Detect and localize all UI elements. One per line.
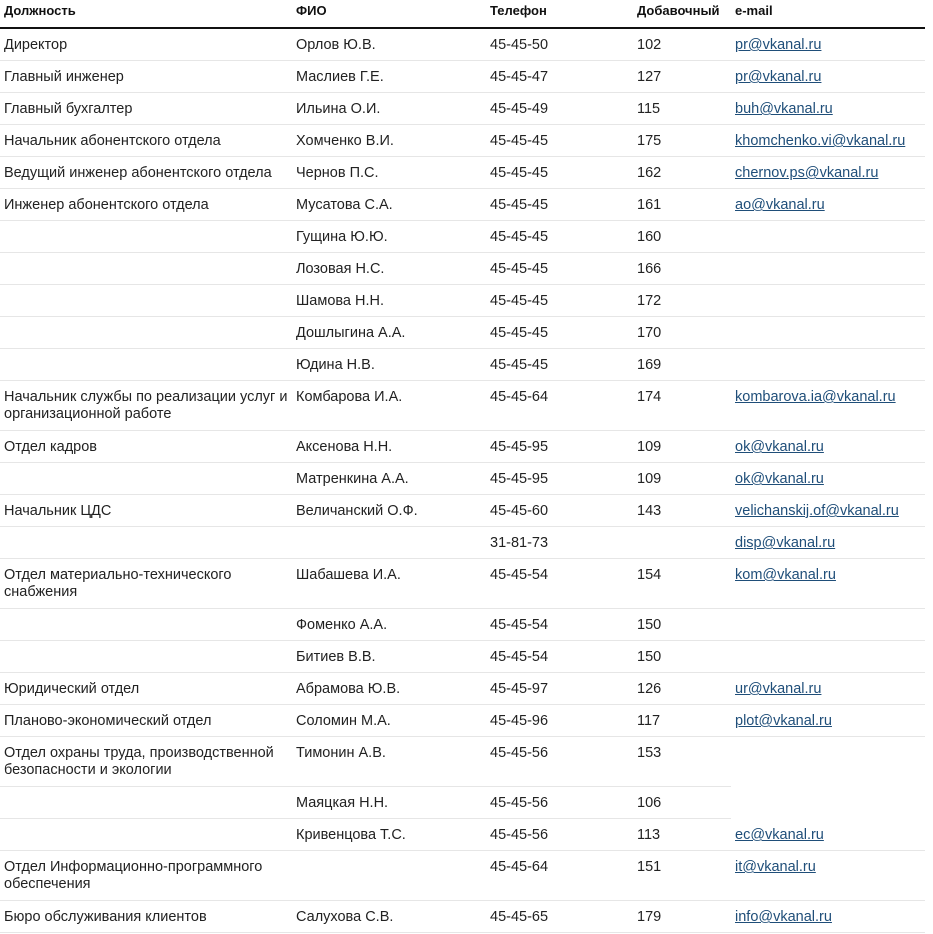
position-cell: Планово-экономический отдел	[0, 705, 292, 737]
ext-cell: 143	[633, 495, 731, 527]
phone-cell: 45-45-56	[486, 787, 633, 819]
name-cell: Битиев В.В.	[292, 641, 486, 673]
email-link[interactable]: disp@vkanal.ru	[735, 535, 836, 551]
position-cell: Главный инженер	[0, 61, 292, 93]
table-header	[0, 0, 925, 28]
header-name: ФИО	[292, 0, 486, 28]
ext-cell: 161	[633, 189, 731, 221]
table-row	[0, 609, 925, 641]
ext-cell: 154	[633, 559, 731, 609]
email-link[interactable]: ok@vkanal.ru	[735, 439, 824, 455]
header-email: e-mail	[731, 0, 925, 28]
name-cell: Комбарова И.А.	[292, 381, 486, 431]
email-link[interactable]: kombarova.ia@vkanal.ru	[735, 389, 896, 405]
table-row	[0, 157, 925, 189]
ext-cell: 166	[633, 253, 731, 285]
email-link[interactable]: kom@vkanal.ru	[735, 567, 836, 583]
phone-cell: 45-45-45	[486, 189, 633, 221]
position-cell: Отдел материально-технического снабжения	[0, 559, 292, 609]
email-cell	[731, 349, 925, 381]
table-row	[0, 901, 925, 933]
ext-cell: 162	[633, 157, 731, 189]
table-row	[0, 527, 925, 559]
ext-cell: 153	[633, 737, 731, 787]
ext-cell: 109	[633, 431, 731, 463]
phone-cell: 45-45-45	[486, 285, 633, 317]
name-cell: Фоменко А.А.	[292, 609, 486, 641]
position-cell: Начальник абонентского отдела	[0, 125, 292, 157]
position-cell	[0, 317, 292, 349]
ext-cell: 102	[633, 28, 731, 61]
phone-cell: 45-45-49	[486, 93, 633, 125]
table-row	[0, 559, 925, 609]
phone-cell: 45-45-65	[486, 901, 633, 933]
phone-cell: 45-45-45	[486, 125, 633, 157]
email-cell	[731, 28, 925, 61]
ext-cell: 113	[633, 819, 731, 851]
email-cell	[731, 737, 925, 787]
table-row	[0, 221, 925, 253]
email-cell	[731, 285, 925, 317]
position-cell: Юридический отдел	[0, 673, 292, 705]
name-cell: Кривенцова Т.С.	[292, 819, 486, 851]
phone-cell: 45-45-96	[486, 705, 633, 737]
email-cell	[731, 221, 925, 253]
phone-cell: 45-45-47	[486, 61, 633, 93]
name-cell: Салухова С.В.	[292, 901, 486, 933]
name-cell: Шамова Н.Н.	[292, 285, 486, 317]
email-cell	[731, 819, 925, 851]
email-cell	[731, 381, 925, 431]
email-link[interactable]: velichanskij.of@vkanal.ru	[735, 503, 899, 519]
position-cell	[0, 641, 292, 673]
email-cell	[731, 431, 925, 463]
phone-cell: 45-45-95	[486, 431, 633, 463]
position-cell: Отдел охраны труда, производственной безопасности и экологии	[0, 737, 292, 787]
ext-cell: 170	[633, 317, 731, 349]
table-row	[0, 61, 925, 93]
email-link[interactable]: ao@vkanal.ru	[735, 197, 825, 213]
name-cell	[292, 851, 486, 901]
position-cell: Начальник службы по реализации услуг и организационной работе	[0, 381, 292, 431]
position-cell: Бюро обслуживания клиентов	[0, 901, 292, 933]
phone-cell: 45-45-45	[486, 221, 633, 253]
ext-cell: 115	[633, 93, 731, 125]
header-row	[0, 0, 925, 28]
table-row	[0, 673, 925, 705]
position-cell	[0, 609, 292, 641]
email-link[interactable]: ok@vkanal.ru	[735, 471, 824, 487]
ext-cell: 179	[633, 901, 731, 933]
position-cell	[0, 787, 292, 819]
table-row	[0, 851, 925, 901]
phone-cell: 45-45-45	[486, 349, 633, 381]
phone-cell: 45-45-64	[486, 381, 633, 431]
table-row	[0, 819, 925, 851]
name-cell	[292, 527, 486, 559]
position-cell: Директор	[0, 28, 292, 61]
position-cell	[0, 819, 292, 851]
table-row	[0, 189, 925, 221]
ext-cell: 150	[633, 641, 731, 673]
name-cell: Величанский О.Ф.	[292, 495, 486, 527]
email-link[interactable]: plot@vkanal.ru	[735, 713, 832, 729]
table-row	[0, 787, 925, 819]
email-cell	[731, 559, 925, 609]
position-cell	[0, 221, 292, 253]
email-cell	[731, 641, 925, 673]
ext-cell: 109	[633, 463, 731, 495]
name-cell: Соломин М.А.	[292, 705, 486, 737]
email-link[interactable]: ur@vkanal.ru	[735, 681, 822, 697]
header-ext: Добавочный	[633, 0, 731, 28]
email-link[interactable]: khomchenko.vi@vkanal.ru	[735, 133, 906, 149]
email-cell	[731, 463, 925, 495]
phone-cell: 45-45-54	[486, 641, 633, 673]
position-cell: Отдел Информационно-программного обеспечения	[0, 851, 292, 901]
position-cell: Инженер абонентского отдела	[0, 189, 292, 221]
email-cell	[731, 609, 925, 641]
position-cell: Начальник ЦДС	[0, 495, 292, 527]
email-link[interactable]: buh@vkanal.ru	[735, 101, 833, 117]
name-cell: Маяцкая Н.Н.	[292, 787, 486, 819]
header-position: Должность	[0, 0, 292, 28]
table-row	[0, 349, 925, 381]
name-cell: Хомченко В.И.	[292, 125, 486, 157]
table-row	[0, 285, 925, 317]
phone-cell: 45-45-60	[486, 495, 633, 527]
table-row	[0, 317, 925, 349]
ext-cell: 126	[633, 673, 731, 705]
name-cell: Шабашева И.А.	[292, 559, 486, 609]
phone-cell: 45-45-64	[486, 851, 633, 901]
table-row	[0, 28, 925, 61]
email-link[interactable]: it@vkanal.ru	[735, 859, 816, 875]
email-cell	[731, 317, 925, 349]
name-cell: Орлов Ю.В.	[292, 28, 486, 61]
email-cell	[731, 253, 925, 285]
name-cell: Дошлыгина А.А.	[292, 317, 486, 349]
email-cell	[731, 705, 925, 737]
table-row	[0, 93, 925, 125]
name-cell: Матренкина А.А.	[292, 463, 486, 495]
email-cell	[731, 787, 925, 819]
position-cell	[0, 285, 292, 317]
phone-cell: 31-81-73	[486, 527, 633, 559]
phone-cell: 45-45-95	[486, 463, 633, 495]
name-cell: Маслиев Г.Е.	[292, 61, 486, 93]
ext-cell: 175	[633, 125, 731, 157]
ext-cell: 169	[633, 349, 731, 381]
table-row	[0, 125, 925, 157]
name-cell: Чернов П.С.	[292, 157, 486, 189]
ext-cell: 151	[633, 851, 731, 901]
email-link[interactable]: pr@vkanal.ru	[735, 37, 822, 53]
header-phone: Телефон	[486, 0, 633, 28]
ext-cell: 172	[633, 285, 731, 317]
email-cell	[731, 527, 925, 559]
table-row	[0, 381, 925, 431]
name-cell: Лозовая Н.С.	[292, 253, 486, 285]
ext-cell: 160	[633, 221, 731, 253]
phone-cell: 45-45-54	[486, 559, 633, 609]
phone-cell: 45-45-45	[486, 317, 633, 349]
phone-cell: 45-45-50	[486, 28, 633, 61]
position-cell: Главный бухгалтер	[0, 93, 292, 125]
phone-cell: 45-45-97	[486, 673, 633, 705]
table-body	[0, 28, 925, 933]
email-link[interactable]: info@vkanal.ru	[735, 909, 832, 925]
name-cell: Гущина Ю.Ю.	[292, 221, 486, 253]
table-row	[0, 737, 925, 787]
position-cell: Отдел кадров	[0, 431, 292, 463]
email-cell	[731, 157, 925, 189]
email-cell	[731, 901, 925, 933]
position-cell	[0, 253, 292, 285]
ext-cell: 150	[633, 609, 731, 641]
email-link[interactable]: pr@vkanal.ru	[735, 69, 822, 85]
position-cell: Ведущий инженер абонентского отдела	[0, 157, 292, 189]
ext-cell: 174	[633, 381, 731, 431]
email-cell	[731, 851, 925, 901]
table-row	[0, 253, 925, 285]
ext-cell: 127	[633, 61, 731, 93]
position-cell	[0, 463, 292, 495]
position-cell	[0, 527, 292, 559]
ext-cell: 106	[633, 787, 731, 819]
name-cell: Тимонин А.В.	[292, 737, 486, 787]
table-row	[0, 641, 925, 673]
ext-cell	[633, 527, 731, 559]
email-cell	[731, 61, 925, 93]
email-cell	[731, 189, 925, 221]
phone-cell: 45-45-54	[486, 609, 633, 641]
phone-cell: 45-45-56	[486, 737, 633, 787]
name-cell: Аксенова Н.Н.	[292, 431, 486, 463]
name-cell: Юдина Н.В.	[292, 349, 486, 381]
email-cell	[731, 125, 925, 157]
email-link[interactable]: ec@vkanal.ru	[735, 827, 824, 843]
ext-cell: 117	[633, 705, 731, 737]
email-link[interactable]: chernov.ps@vkanal.ru	[735, 165, 879, 181]
position-cell	[0, 349, 292, 381]
email-cell	[731, 673, 925, 705]
table-row	[0, 495, 925, 527]
name-cell: Мусатова С.А.	[292, 189, 486, 221]
name-cell: Абрамова Ю.В.	[292, 673, 486, 705]
phone-cell: 45-45-45	[486, 253, 633, 285]
name-cell: Ильина О.И.	[292, 93, 486, 125]
phone-cell: 45-45-45	[486, 157, 633, 189]
table-row	[0, 705, 925, 737]
email-cell	[731, 495, 925, 527]
table-row	[0, 431, 925, 463]
table-row	[0, 463, 925, 495]
phone-cell: 45-45-56	[486, 819, 633, 851]
email-cell	[731, 93, 925, 125]
